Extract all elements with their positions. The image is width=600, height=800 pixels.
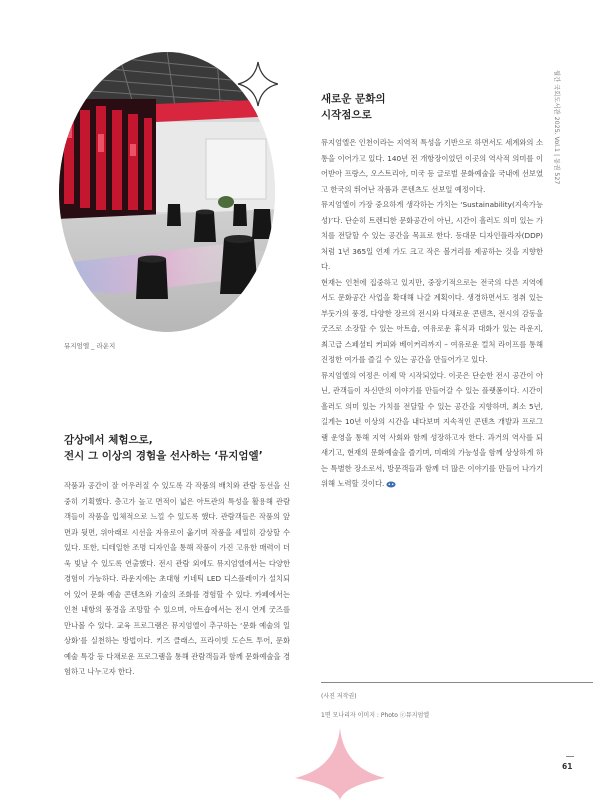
right-heading-line-1: 새로운 문화의 <box>321 93 386 105</box>
credit-divider <box>321 682 593 683</box>
right-body-paragraph-4-wrap <box>321 368 543 492</box>
right-heading-line-2: 시작점으로 <box>321 109 372 121</box>
right-body-paragraph-1: 뮤지엄엘은 인천이라는 지역적 특성을 기반으로 하면서도 세계와의 소통을 이어가고 있다. 140년 전 개항장이었던 이곳의 역사적 의미를 이어받아 프랑스, 오스트리아, 미국 등 글로벌 문화예술을 국내에 선보였고 한국의 뛰어난 작품과 콘텐츠도 선보일 예정이다. <box>321 138 543 194</box>
left-heading-line-1: 감상에서 체험으로, <box>64 434 153 446</box>
lounge-photo <box>56 44 278 334</box>
decorative-pink-star-icon <box>295 728 385 800</box>
photo-credit-title: (사진 저작권) <box>321 693 357 700</box>
left-heading-line-2: 전시 그 이상의 경험을 선사하는 ‘뮤지엄엘’ <box>64 450 263 462</box>
photo-credit-line: 1면 모나리자 이미지 : Photo ⓒ뮤지엄엘 <box>321 712 430 719</box>
right-section-heading <box>321 91 541 123</box>
left-body <box>64 478 290 680</box>
left-body-paragraph: 작품과 공간이 잘 어우러질 수 있도록 각 작품의 배치와 관람 동선을 신중히 기획했다. 층고가 높고 면적이 넓은 아트관의 특성을 활용해 관람객들이 작품을 입체적으로 느낄 수 있도록 했다. 관람객들은 작품의 앞면과 뒷면, 위아래로 시선을 자유로이 옮기며 작품을 세밀히 감상할 수 있다. 또한, 디테일한 조명 디자인을 통해 작품이 가진 고유한 매력이 더욱 빛날 수 있도록 연출했다. 전시 관람 외에도 뮤지엄엘에서는 다양한 경험이 가능하다. 라운지에는 초대형 키네틱 LED 디스플레이가 설치되어 있어 문화 예술 콘텐츠와 기술의 조화를 경험할 수 있다. 카페에서는 인천 내항의 풍경을 조망할 수 있으며, 아트숍에서는 전시 연계 굿즈를 만나볼 수 있다. 교육 프로그램은 뮤지엄엘이 추구하는 ‘문화 예술의 일상화’를 실천하는 방법이다. 키즈 클래스, 프라이빗 도슨트 투어, 문화 예술 특강 등 다채로운 프로그램을 통해 관람객들과 함께 문화예술을 경험하고 나누고자 한다. <box>64 481 290 676</box>
page-number-rule <box>566 756 574 757</box>
page-number: 61 <box>562 762 573 771</box>
magazine-side-label <box>552 70 564 250</box>
right-body <box>321 135 543 492</box>
magazine-side-label-text: 월간 국회도서관 2025. Vol.1 | 통권 527 <box>553 70 560 185</box>
end-mark-icon <box>386 481 396 488</box>
photo-caption: 뮤지엄엘 _ 라운지 <box>64 342 116 350</box>
right-body-paragraph-3: 현재는 인천에 집중하고 있지만, 중장기적으로는 전국의 다른 지역에서도 문화공간 사업을 확대해 나갈 계획이다. 생경하면서도 정취 있는 부둣가의 풍경, 다양한 장르의 전시와 다채로운 콘텐츠, 전시의 감동을 굿즈로 소장할 수 있는 아트숍, 여유로운 휴식과 대화가 있는 라운지, 최고급 스페셜티 커피와 베이커리까지 – 여유로운 컬처 라이프를 통해 진정한 여가를 즐길 수 있는 공간을 만들어가고 있다. <box>321 277 543 364</box>
right-body-paragraph-4: 뮤지엄엘의 여정은 이제 막 시작되었다. 이곳은 단순한 전시 공간이 아닌, 관객들이 자신만의 이야기를 만들어갈 수 있는 플랫폼이다. 시간이 흘러도 의미 있는 가치를 전달할 수 있는 공간을 지향하며, 최소 5년, 길게는 10년 이상의 시간을 내다보며 지속적인 콘텐츠 개발과 프로그램 운영을 통해 지역 사회와 함께 성장하고자 한다. 과거의 역사를 되새기고, 현재의 문화예술을 즐기며, 미래의 가능성을 함께 상상하게 하는 특별한 장소로서, 방문객들과 함께 더 많은 이야기를 만들어 나가기 위해 노력할 것이다. <box>321 370 543 488</box>
right-body-paragraph-2: 뮤지엄엘이 가장 중요하게 생각하는 가치는 ‘Sustainability(지속가능성)’다. 단순히 트렌디한 문화공간이 아닌, 시간이 흘러도 의미 있는 가치를 전달할 수 있는 공간을 목표로 한다. 동대문 디자인플라자(DDP)처럼 1년 365일 언제 가도 크고 작은 볼거리를 제공하는 것을 지향한다. <box>321 200 543 271</box>
lounge-photo-illustration <box>56 44 278 334</box>
left-section-heading <box>64 432 304 464</box>
